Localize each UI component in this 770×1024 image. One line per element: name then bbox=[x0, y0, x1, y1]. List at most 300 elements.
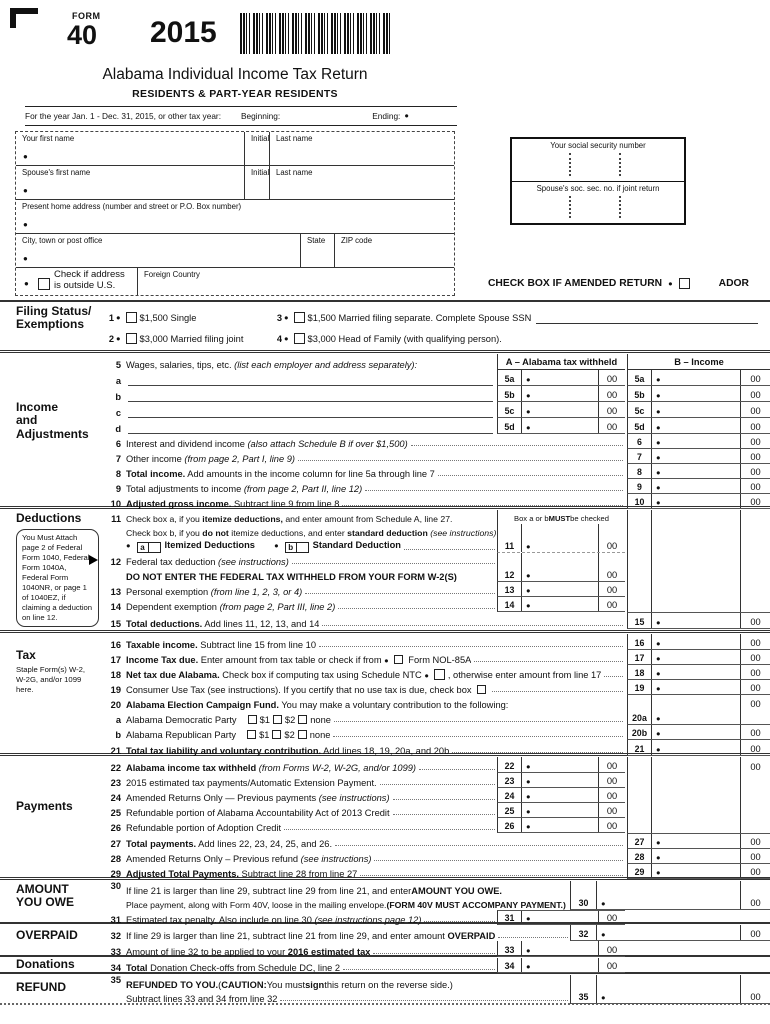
line-17-amount[interactable] bbox=[652, 650, 740, 664]
line-23-desc: 2015 estimated tax payments/Automatic Extension Payment. bbox=[126, 778, 377, 788]
line-26-amount[interactable] bbox=[522, 818, 598, 832]
line-27-desc: Total payments. Add lines 22, 23, 24, 25, and 26. bbox=[126, 839, 333, 849]
entry-dot-icon: ● bbox=[656, 744, 661, 754]
dotted-leader bbox=[380, 784, 495, 785]
line-24-row: 24 Amended Returns Only — Previous payments (see instructions) 24 ● 00 bbox=[100, 788, 770, 803]
line-20-row: 20 Alabama Election Campaign Fund. You may make a voluntary contribution to the following: 00 bbox=[100, 695, 770, 710]
ador-label: ADOR bbox=[718, 278, 749, 289]
dotted-leader bbox=[419, 769, 495, 770]
cents-label: 00 bbox=[598, 538, 625, 552]
address-row bbox=[16, 200, 454, 234]
dotted-leader bbox=[334, 721, 623, 722]
line-15-desc: Total deductions. Add lines 11, 12, 13, and 14 bbox=[126, 619, 320, 629]
cents-label: 00 bbox=[598, 418, 625, 433]
line-5d-employer-field[interactable] bbox=[128, 418, 493, 434]
dotted-leader bbox=[492, 691, 623, 692]
tax-heading: Tax bbox=[16, 648, 36, 662]
cents-label: 00 bbox=[740, 613, 770, 628]
entry-dot-icon: ● bbox=[526, 821, 531, 831]
cents-label: 00 bbox=[598, 818, 625, 832]
entry-dot-icon: ● bbox=[656, 867, 661, 877]
line-27-amount[interactable] bbox=[652, 834, 740, 848]
line-35-amount[interactable] bbox=[597, 975, 740, 1003]
cents-label: 00 bbox=[740, 402, 770, 417]
ssn-separator bbox=[619, 196, 621, 218]
line-33-row: 33 Amount of line 32 to be applied to your 2016 estimated tax 33 ● 00 bbox=[100, 941, 770, 957]
cents-label: 00 bbox=[740, 434, 770, 448]
filing-single-checkbox[interactable] bbox=[126, 312, 137, 323]
dotted-leader bbox=[319, 646, 623, 647]
ssn-separator bbox=[569, 153, 571, 176]
cents-label: 00 bbox=[598, 941, 625, 956]
line-11-row-1: 11 Check box a, if you itemize deductions, and enter amount from Schedule A, line 27. Box a or b MUST be checked bbox=[100, 510, 770, 524]
spouse-first-name-field[interactable]: Spouse's first name ● bbox=[22, 168, 91, 195]
donations-section bbox=[0, 955, 770, 972]
spouse-initial-field[interactable]: Initial bbox=[244, 166, 269, 199]
entry-dot-icon: ● bbox=[656, 437, 661, 447]
form-subtitle: RESIDENTS & PART-YEAR RESIDENTS bbox=[132, 88, 338, 100]
line-16-amount[interactable] bbox=[652, 634, 740, 649]
cents-label: 00 bbox=[740, 479, 770, 493]
cents-label: 00 bbox=[740, 650, 770, 664]
dotted-leader bbox=[298, 460, 623, 461]
dotted-leader bbox=[343, 969, 495, 970]
line-5-row: 5 Wages, salaries, tips, etc. (list each employer and address separately): A – Alabama tax withheld B – Income bbox=[100, 354, 770, 370]
line-25-desc: Refundable portion of Alabama Accountability Act of 2013 Credit bbox=[126, 808, 390, 818]
your-first-name-field[interactable]: Your first name ● bbox=[22, 134, 75, 161]
line-18-row: 18 Net tax due Alabama. Check box if computing tax using Schedule NTC ● , otherwise enter amount from line 17 18 ● 00 bbox=[100, 665, 770, 680]
line-25-row: 25 Refundable portion of Alabama Accountability Act of 2013 Credit 25 ● 00 bbox=[100, 803, 770, 818]
republican-2-dollar-checkbox[interactable] bbox=[272, 730, 281, 739]
line-6-amount[interactable] bbox=[652, 434, 740, 448]
entry-dot-icon: ● bbox=[526, 945, 531, 955]
payments-heading: Payments bbox=[16, 799, 73, 813]
line-20b-amount[interactable] bbox=[652, 725, 740, 739]
income-heading: Income and Adjustments bbox=[16, 400, 89, 441]
cents-label: 00 bbox=[598, 803, 625, 817]
income-section bbox=[0, 350, 770, 509]
line-29-amount[interactable] bbox=[652, 864, 740, 878]
cents-label: 00 bbox=[740, 464, 770, 478]
entry-dot-icon: ● bbox=[116, 333, 121, 343]
line-9-amount[interactable] bbox=[652, 479, 740, 493]
entry-dot-icon: ● bbox=[526, 422, 531, 432]
line-25-amount[interactable] bbox=[522, 803, 598, 817]
line-20a-row: a Alabama Democratic Party $1 $2 none 20a ● bbox=[100, 710, 770, 725]
dotted-leader bbox=[393, 799, 495, 800]
entry-dot-icon: ● bbox=[656, 497, 661, 507]
line-31-desc: Estimated tax penalty. Also include on line 30 (see instructions page 12) bbox=[126, 915, 422, 925]
line-30-row: 30 If line 21 is larger than line 29, subtract line 29 from line 21, and enter AMOUNT YOU OWE. Place payment, along with Form 40V, loose in the mailing envelope. (FORM 40V MUST ACCOMPANY PAYMENT.) 30 ● 00 bbox=[100, 881, 770, 910]
line-5b-income-amount[interactable] bbox=[652, 386, 740, 401]
form-header bbox=[0, 0, 770, 300]
line-21-desc: Total tax liability and voluntary contribution. Add lines 18, 19, 20a, and 20b bbox=[126, 746, 450, 756]
dotted-leader bbox=[280, 1000, 568, 1001]
line-8-amount[interactable] bbox=[652, 464, 740, 478]
filing-status-row-2: 2 ● $3,000 Married filing joint 4 ● $3,000 Head of Family (with qualifying person). bbox=[108, 333, 502, 344]
entry-dot-icon: ● bbox=[526, 791, 531, 801]
cents-label: 00 bbox=[740, 740, 770, 755]
amount-you-owe-heading: AMOUNT YOU OWE bbox=[16, 882, 75, 910]
dotted-leader bbox=[333, 736, 623, 737]
entry-dot-icon: ● bbox=[23, 220, 28, 229]
ssn-box bbox=[510, 137, 686, 225]
cents-label: 00 bbox=[740, 864, 770, 878]
line-34-amount[interactable] bbox=[522, 958, 598, 972]
entry-dot-icon: ● bbox=[668, 278, 673, 288]
no-use-tax-checkbox[interactable] bbox=[477, 685, 486, 694]
form-year: 2015 bbox=[150, 16, 217, 49]
dotted-leader bbox=[342, 505, 623, 506]
cents-label: 00 bbox=[740, 665, 770, 679]
box-a-or-b-header: Box a or b MUST be checked bbox=[497, 510, 625, 524]
entry-dot-icon: ● bbox=[284, 333, 289, 343]
entry-dot-icon: ● bbox=[24, 279, 29, 288]
dotted-leader bbox=[335, 845, 623, 846]
dotted-leader bbox=[424, 921, 495, 922]
line-19-amount[interactable] bbox=[652, 680, 740, 694]
line-6-desc: Interest and dividend income (also attach Schedule B if over $1,500) bbox=[126, 439, 408, 449]
line-5a-row: a 5a ● 00 5a ● 00 bbox=[100, 370, 770, 386]
dotted-leader bbox=[360, 875, 623, 876]
line-20a-amount[interactable] bbox=[652, 710, 740, 724]
democratic-2-dollar-checkbox[interactable] bbox=[273, 715, 282, 724]
entry-dot-icon: ● bbox=[526, 776, 531, 786]
filing-joint-label: $3,000 Married filing joint bbox=[139, 333, 244, 344]
entry-dot-icon: ● bbox=[384, 656, 389, 665]
line-24-amount[interactable] bbox=[522, 788, 598, 802]
cents-label: 00 bbox=[740, 849, 770, 863]
line-18-amount[interactable] bbox=[652, 665, 740, 679]
dotted-leader bbox=[604, 676, 623, 677]
itemized-box: a bbox=[137, 542, 161, 553]
entry-dot-icon: ● bbox=[526, 374, 531, 384]
line-13-desc: Personal exemption (from line 1, 2, 3, or 4) bbox=[126, 587, 303, 597]
nol-85a-checkbox[interactable] bbox=[394, 655, 403, 664]
itemized-deductions-checkbox[interactable] bbox=[149, 543, 160, 552]
form-number: 40 bbox=[67, 20, 98, 50]
line-14-desc: Dependent exemption (from page 2, Part III, line 2) bbox=[126, 602, 336, 612]
entry-dot-icon: ● bbox=[526, 761, 531, 771]
tax-year-line: For the year Jan. 1 - Dec. 31, 2015, or other tax year: Beginning: Ending: ● bbox=[25, 106, 457, 126]
entry-dot-icon: ● bbox=[656, 638, 661, 648]
line-22-row: 22 Alabama income tax withheld (from Forms W-2, W-2G, and/or 1099) 22 ● 00 00 bbox=[100, 757, 770, 773]
dotted-leader bbox=[365, 490, 623, 491]
entry-dot-icon: ● bbox=[526, 390, 531, 400]
cents-label: 00 bbox=[740, 370, 770, 385]
entry-dot-icon: ● bbox=[656, 728, 661, 738]
cents-label: 00 bbox=[740, 494, 770, 508]
line-7-row: 7 Other income (from page 2, Part I, line 9) 7 ● 00 bbox=[100, 449, 770, 464]
deductions-note: You Must Attach page 2 of Federal Form 1040, Federal Form 1040A, Federal Form 1040NR, or page 1 of 1040EZ, if claiming a deduction on line 12. bbox=[16, 529, 99, 627]
line-21-amount[interactable] bbox=[652, 740, 740, 755]
dotted-leader bbox=[292, 563, 495, 564]
line-11-row-3: ● a Itemized Deductions ● b Standard Deduction 11 ● 00 bbox=[100, 538, 770, 553]
standard-box: b bbox=[285, 542, 309, 553]
line-31-amount[interactable] bbox=[522, 911, 598, 924]
line-28-desc: Amended Returns Only – Previous refund (see instructions) bbox=[126, 854, 372, 864]
line-30-desc: If line 21 is larger than line 29, subtract line 29 from line 21, and enter AMOUNT YOU OWE. Place payment, along with Form 40V, loose in the mailing envelope. (FORM 40V MUST ACCOMPANY PAYMENT.) bbox=[126, 886, 566, 910]
spouse-ssn-entry-field[interactable] bbox=[536, 311, 758, 324]
line-26-row: 26 Refundable portion of Adoption Credit 26 ● 00 bbox=[100, 818, 770, 833]
entry-dot-icon: ● bbox=[601, 898, 606, 908]
line-17-row: 17 Income Tax due. Enter amount from tax table or check if from ● Form NOL-85A 17 ● 00 bbox=[100, 650, 770, 665]
city-state-zip-row bbox=[16, 234, 454, 268]
entry-dot-icon: ● bbox=[23, 254, 28, 263]
home-address-field[interactable]: Present home address (number and street or P.O. Box number) ● bbox=[22, 202, 242, 229]
cents-label: 00 bbox=[598, 958, 625, 972]
filing-separate-label: $1,500 Married filing separate. Complete Spouse SSN bbox=[307, 312, 532, 323]
cents-label: 00 bbox=[598, 597, 625, 611]
republican-1-dollar-checkbox[interactable] bbox=[247, 730, 256, 739]
standard-deduction-checkbox[interactable] bbox=[297, 543, 308, 552]
dotted-leader bbox=[452, 752, 623, 753]
refund-section bbox=[0, 972, 770, 1005]
cents-label: 00 bbox=[740, 757, 770, 773]
your-last-name-field[interactable]: Last name bbox=[269, 132, 454, 165]
cents-label: 00 bbox=[598, 402, 625, 417]
democratic-1-dollar-checkbox[interactable] bbox=[248, 715, 257, 724]
address-outside-us-cell bbox=[16, 268, 138, 295]
line-31-row: 31 Estimated tax penalty. Also include on line 30 (see instructions page 12) 31 ● 00 bbox=[100, 910, 770, 925]
filing-joint-checkbox[interactable] bbox=[126, 333, 137, 344]
line-13-amount[interactable] bbox=[522, 582, 598, 596]
line-9-desc: Total adjustments to income (from page 2, Part II, line 12) bbox=[126, 484, 363, 494]
form-label: FORM bbox=[72, 11, 101, 21]
your-initial-field[interactable]: Initial bbox=[244, 132, 269, 165]
dotted-leader bbox=[284, 829, 495, 830]
filing-single-label: $1,500 Single bbox=[139, 312, 197, 323]
attach-arrow-icon bbox=[89, 555, 98, 565]
cents-label: 00 bbox=[598, 788, 625, 802]
line-5d-withheld-amount[interactable] bbox=[522, 418, 598, 433]
line-35-row: 35 REFUNDED TO YOU. ( CAUTION: You must sign this return on the reverse side.) Subtract lines 33 and 34 from line 32 35 ● 00 bbox=[100, 975, 770, 1004]
entry-dot-icon: ● bbox=[656, 852, 661, 862]
line-5a-withheld-amount[interactable] bbox=[522, 370, 598, 385]
column-a-header: A – Alabama tax withheld bbox=[497, 354, 625, 370]
line-32-amount[interactable] bbox=[597, 925, 740, 940]
zip-field[interactable]: ZIP code bbox=[334, 234, 454, 267]
filing-head-of-family-checkbox[interactable] bbox=[294, 333, 305, 344]
spouse-name-row bbox=[16, 166, 454, 200]
line-8-row: 8 Total income. Add amounts in the income column for line 5a through line 7 8 ● 00 bbox=[100, 464, 770, 479]
entry-dot-icon: ● bbox=[404, 111, 409, 121]
first-name-row bbox=[16, 132, 454, 166]
line-5c-withheld-amount[interactable] bbox=[522, 402, 598, 417]
line-32-row: 32 If line 29 is larger than line 21, subtract line 21 from line 29, and enter amount OVERPAID 32 ● 00 bbox=[100, 925, 770, 941]
line-23-amount[interactable] bbox=[522, 773, 598, 787]
entry-dot-icon: ● bbox=[656, 374, 661, 384]
cents-label: 00 bbox=[598, 567, 625, 581]
line-22-amount[interactable] bbox=[522, 757, 598, 772]
entry-dot-icon: ● bbox=[526, 961, 531, 971]
line-10-row: 10 Adjusted gross income. Subtract line 9 from line 8 10 ● 00 bbox=[100, 494, 770, 509]
dotted-leader bbox=[322, 625, 623, 626]
dotted-leader bbox=[404, 549, 495, 550]
line-16-row: 16 Taxable income. Subtract line 15 from line 10 16 ● 00 bbox=[100, 634, 770, 650]
line-7-desc: Other income (from page 2, Part I, line 9) bbox=[126, 454, 295, 464]
line-29-row: 29 Adjusted Total Payments. Subtract line 28 from line 27 29 ● 00 bbox=[100, 864, 770, 879]
ending-label: Ending: bbox=[372, 111, 401, 121]
line-12-amount[interactable] bbox=[522, 567, 598, 581]
foreign-country-row bbox=[16, 268, 454, 295]
overpaid-heading: OVERPAID bbox=[16, 928, 78, 942]
line-11-row-2 bbox=[100, 524, 770, 538]
entry-dot-icon: ● bbox=[601, 992, 606, 1002]
line-20-desc: Alabama Election Campaign Fund. You may make a voluntary contribution to the following: bbox=[126, 700, 509, 710]
entry-dot-icon: ● bbox=[23, 186, 28, 195]
form-title: Alabama Individual Income Tax Return bbox=[102, 66, 368, 83]
cents-label: 00 bbox=[740, 725, 770, 739]
line-7-amount[interactable] bbox=[652, 449, 740, 463]
line-20a-desc: Alabama Democratic Party $1 $2 none bbox=[126, 715, 331, 725]
line-16-desc: Taxable income. Subtract line 15 from line 10 bbox=[126, 640, 316, 650]
democratic-none-checkbox[interactable] bbox=[298, 715, 307, 724]
line-5b-row: b 5b ● 00 5b ● 00 bbox=[100, 386, 770, 402]
line-5b-withheld-amount[interactable] bbox=[522, 386, 598, 401]
line-21-row: 21 Total tax liability and voluntary contribution. Add lines 18, 19, 20a, and 20b 21 ● 00 bbox=[100, 740, 770, 756]
address-outside-us-label: Check if address is outside U.S. bbox=[54, 269, 125, 291]
entry-dot-icon: ● bbox=[656, 837, 661, 847]
line-11-checkboxes: ● a Itemized Deductions ● b Standard Deduction bbox=[126, 540, 401, 552]
cents-label: 00 bbox=[598, 386, 625, 401]
line-12-desc: Federal tax deduction (see instructions) bbox=[126, 557, 289, 567]
line-34-row: 34 Total Donation Check-offs from Schedule DC, line 2 34 ● 00 bbox=[100, 958, 770, 973]
line-32-desc: If line 29 is larger than line 21, subtract line 21 from line 29, and enter amount OVERPAID bbox=[126, 931, 496, 941]
entry-dot-icon: ● bbox=[656, 390, 661, 400]
state-field[interactable]: State bbox=[300, 234, 334, 267]
line-5a-employer-field[interactable] bbox=[128, 370, 493, 386]
line-30-amount[interactable] bbox=[597, 881, 740, 909]
city-field[interactable]: City, town or post office ● bbox=[22, 236, 103, 263]
cents-label: 00 bbox=[740, 881, 770, 909]
tax-section bbox=[0, 630, 770, 756]
cents-label: 00 bbox=[740, 418, 770, 433]
dotted-leader bbox=[411, 445, 623, 446]
overpaid-section bbox=[0, 922, 770, 955]
staple-note: Staple Form(s) W-2, W-2G, and/or 1099 here. bbox=[16, 665, 86, 695]
cents-label: 00 bbox=[740, 975, 770, 1003]
barcode-icon bbox=[240, 13, 390, 54]
line-24-desc: Amended Returns Only — Previous payments (see instructions) bbox=[126, 793, 390, 803]
filing-status-section bbox=[0, 300, 770, 350]
line-8-desc: Total income. Add amounts in the income column for line 5a through line 7 bbox=[126, 469, 435, 479]
entry-dot-icon: ● bbox=[23, 152, 28, 161]
entry-dot-icon: ● bbox=[424, 671, 429, 680]
line-11-desc-2: Check box b, if you do not itemize deductions, and enter standard deduction (see instructions) bbox=[126, 528, 497, 538]
entry-dot-icon: ● bbox=[526, 406, 531, 416]
line-26-desc: Refundable portion of Adoption Credit bbox=[126, 823, 282, 833]
filing-status-row-1: 1 ● $1,500 Single 3 ● $1,500 Married filing separate. Complete Spouse SSN bbox=[100, 307, 770, 328]
entry-dot-icon: ● bbox=[656, 452, 661, 462]
line-14-row: 14 Dependent exemption (from page 2, Part III, line 2) 14 ● 00 bbox=[100, 597, 770, 612]
line-6-row: 6 Interest and dividend income (also attach Schedule B if over $1,500) 6 ● 00 bbox=[100, 434, 770, 449]
line-11-amount[interactable] bbox=[522, 538, 598, 552]
cents-label: 00 bbox=[598, 582, 625, 596]
line-10-amount[interactable] bbox=[652, 494, 740, 508]
line-13-row: 13 Personal exemption (from line 1, 2, 3, or 4) 13 ● 00 bbox=[100, 582, 770, 597]
dotted-leader bbox=[498, 937, 568, 938]
cents-label: 00 bbox=[740, 634, 770, 649]
line-19-desc: Consumer Use Tax (see instructions). If you certify that no use tax is due, check box bbox=[126, 685, 489, 695]
address-outside-us-checkbox[interactable] bbox=[38, 278, 50, 290]
line-5d-row: d 5d ● 00 5d ● 00 bbox=[100, 418, 770, 434]
dotted-leader bbox=[393, 814, 495, 815]
line-12-warning: DO NOT ENTER THE FEDERAL TAX WITHHELD FROM YOUR FORM W-2(S) bbox=[126, 572, 457, 582]
cents-label: 00 bbox=[740, 925, 770, 940]
entry-dot-icon: ● bbox=[526, 600, 531, 610]
your-ssn-field[interactable]: Your social security number bbox=[512, 139, 684, 181]
line-19-row: 19 Consumer Use Tax (see instructions). If you certify that no use tax is due, check box 19 ● 00 bbox=[100, 680, 770, 695]
entry-dot-icon: ● bbox=[656, 422, 661, 432]
line-18-desc: Net tax due Alabama. Check box if computing tax using Schedule NTC ● , otherwise enter amount from line 17 bbox=[126, 670, 602, 680]
line-5a-income-amount[interactable] bbox=[652, 370, 740, 385]
line-28-amount[interactable] bbox=[652, 849, 740, 863]
dotted-leader bbox=[338, 608, 495, 609]
ssn-separator bbox=[569, 196, 571, 218]
corner-mark-icon bbox=[10, 8, 38, 28]
line-5b-employer-field[interactable] bbox=[128, 386, 493, 402]
line-27-row: 27 Total payments. Add lines 22, 23, 24, 25, and 26. 27 ● 00 bbox=[100, 833, 770, 849]
line-15-amount[interactable] bbox=[652, 613, 740, 628]
column-b-header: B – Income bbox=[627, 354, 770, 370]
line-22-desc: Alabama income tax withheld (from Forms W-2, W-2G, and/or 1099) bbox=[126, 763, 417, 773]
spouse-last-name-field[interactable]: Last name bbox=[269, 166, 454, 199]
amended-return-checkbox[interactable] bbox=[679, 278, 690, 289]
line-10-desc: Adjusted gross income. Subtract line 9 from line 8 bbox=[126, 499, 340, 509]
line-29-desc: Adjusted Total Payments. Subtract line 28 from line 27 bbox=[126, 869, 358, 879]
line-5d-income-amount[interactable] bbox=[652, 418, 740, 433]
cents-label: 00 bbox=[740, 449, 770, 463]
beginning-label: Beginning: bbox=[241, 111, 281, 121]
deductions-heading: Deductions bbox=[16, 511, 82, 525]
line-5c-income-amount[interactable] bbox=[652, 402, 740, 417]
line-23-row: 23 2015 estimated tax payments/Automatic Extension Payment. 23 ● 00 bbox=[100, 773, 770, 788]
line-33-desc: Amount of line 32 to be applied to your 2016 estimated tax bbox=[126, 947, 371, 957]
line-15-row: 15 Total deductions. Add lines 11, 12, 13, and 14 15 ● 00 bbox=[100, 612, 770, 629]
line-11-desc-1: Check box a, if you itemize deductions, and enter amount from Schedule A, line 27. bbox=[126, 514, 453, 524]
entry-dot-icon: ● bbox=[656, 713, 661, 723]
line-28-row: 28 Amended Returns Only – Previous refund (see instructions) 28 ● 00 bbox=[100, 849, 770, 864]
dotted-leader bbox=[438, 475, 623, 476]
line-5c-employer-field[interactable] bbox=[128, 402, 493, 418]
cents-label: 00 bbox=[740, 834, 770, 848]
entry-dot-icon: ● bbox=[526, 806, 531, 816]
line-20b-row: b Alabama Republican Party $1 $2 none 20b ● 00 bbox=[100, 725, 770, 740]
line-33-amount[interactable] bbox=[522, 941, 598, 956]
line-14-amount[interactable] bbox=[522, 597, 598, 611]
entry-dot-icon: ● bbox=[656, 467, 661, 477]
filing-separate-checkbox[interactable] bbox=[294, 312, 305, 323]
dotted-leader bbox=[373, 953, 495, 954]
entry-dot-icon: ● bbox=[116, 312, 121, 322]
line-9-row: 9 Total adjustments to income (from page 2, Part II, line 12) 9 ● 00 bbox=[100, 479, 770, 494]
line-12-row-1: 12 Federal tax deduction (see instructions) bbox=[100, 553, 770, 567]
line-5-desc: Wages, salaries, tips, etc. (list each employer and address separately): bbox=[126, 360, 418, 370]
dotted-leader bbox=[305, 593, 495, 594]
entry-dot-icon: ● bbox=[601, 929, 606, 939]
cents-label: 00 bbox=[740, 695, 770, 710]
entry-dot-icon: ● bbox=[274, 541, 279, 550]
spouse-ssn-field[interactable]: Spouse's soc. sec. no. if joint return bbox=[512, 181, 684, 223]
line-12-row-2: DO NOT ENTER THE FEDERAL TAX WITHHELD FROM YOUR FORM W-2(S) 12 ● 00 bbox=[100, 567, 770, 582]
schedule-ntc-checkbox[interactable] bbox=[434, 669, 445, 680]
entry-dot-icon: ● bbox=[526, 585, 531, 595]
republican-none-checkbox[interactable] bbox=[298, 730, 307, 739]
payments-section bbox=[0, 753, 770, 877]
foreign-country-field[interactable]: Foreign Country bbox=[144, 270, 200, 279]
entry-dot-icon: ● bbox=[526, 541, 531, 551]
